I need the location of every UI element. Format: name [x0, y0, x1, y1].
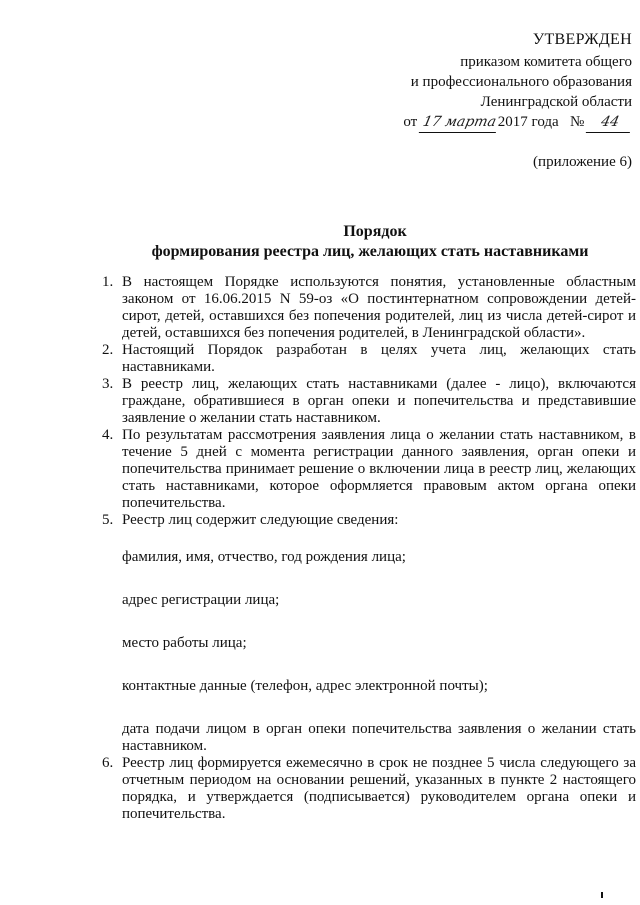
register-field: контактные данные (телефон, адрес электронной почты);	[122, 678, 488, 694]
title-line-2: формирования реестра лиц, желающих стать наставниками	[151, 243, 589, 260]
handwritten-number: 44	[586, 112, 634, 133]
date-year: 2017 года	[497, 114, 559, 130]
list-item	[100, 342, 636, 376]
item-text: Настоящий Порядок разработан в целях учета лиц, желающих стать наставниками.	[122, 342, 636, 375]
item-text: По результатам рассмотрения заявления лица о желании стать наставником, в течение 5 дней с момента регистрации данного заявления, орган опеки и попечительства принимает решение о включении лица в реестр лиц, желающих стать наставниками, которое оформляется правовым актом органа опеки попечительства.	[122, 427, 636, 511]
item-number: 6.	[102, 755, 114, 771]
page-edge-mark	[601, 892, 603, 898]
register-field: фамилия, имя, отчество, год рождения лица;	[122, 549, 406, 565]
handwritten-date: 17 марта	[419, 112, 500, 133]
item-number: 3.	[102, 376, 114, 392]
item-text: В настоящем Порядке используются понятия, установленные областным законом от 16.06.2015 N 59-оз «О постинтернатном сопровождении детей-сирот, детей, оставшихся без попечения родителей, лиц из числа детей-сирот и детей, оставшихся без попечения родителей, в Ленинградской области».	[122, 274, 636, 341]
list-item	[100, 512, 636, 529]
item-number: 2.	[102, 342, 114, 358]
procedure-list	[100, 274, 636, 823]
approval-line-1: приказом комитета общего	[460, 54, 632, 70]
register-field: дата подачи лицом в орган опеки попечительства заявления о желании стать наставником.	[122, 721, 636, 754]
number-sign: №	[569, 114, 585, 130]
register-field: адрес регистрации лица;	[122, 592, 280, 608]
list-item	[100, 755, 636, 823]
list-item	[100, 274, 636, 342]
approval-stamp-block	[332, 30, 632, 133]
approval-date-line	[332, 112, 632, 133]
item-number: 4.	[102, 427, 114, 443]
item-text: Реестр лиц содержит следующие сведения:	[122, 512, 399, 528]
approved-title: УТВЕРЖДЕН	[532, 31, 632, 48]
item-text: В реестр лиц, желающих стать наставниками (далее - лицо), включаются граждане, обратившиеся в орган опеки и попечительства и представившие заявление о желании стать наставником.	[122, 376, 636, 426]
list-item	[100, 376, 636, 427]
date-prefix: от	[403, 114, 418, 130]
list-item	[100, 427, 636, 512]
approval-line-3: Ленинградской области	[480, 94, 632, 110]
approval-line-2: и профессионального образования	[410, 74, 632, 90]
item-number: 1.	[102, 274, 114, 290]
appendix-label: (приложение 6)	[533, 154, 632, 170]
register-field: место работы лица;	[122, 635, 247, 651]
item-text: Реестр лиц формируется ежемесячно в срок не позднее 5 числа следующего за отчетным периодом на основании решений, указанных в пункте 2 настоящего порядка, и утверждается (подписывается) руководителем органа опеки и попечительства.	[122, 755, 636, 822]
title-line-1: Порядок	[343, 223, 407, 240]
item-number: 5.	[102, 512, 114, 528]
document-title	[0, 222, 640, 262]
